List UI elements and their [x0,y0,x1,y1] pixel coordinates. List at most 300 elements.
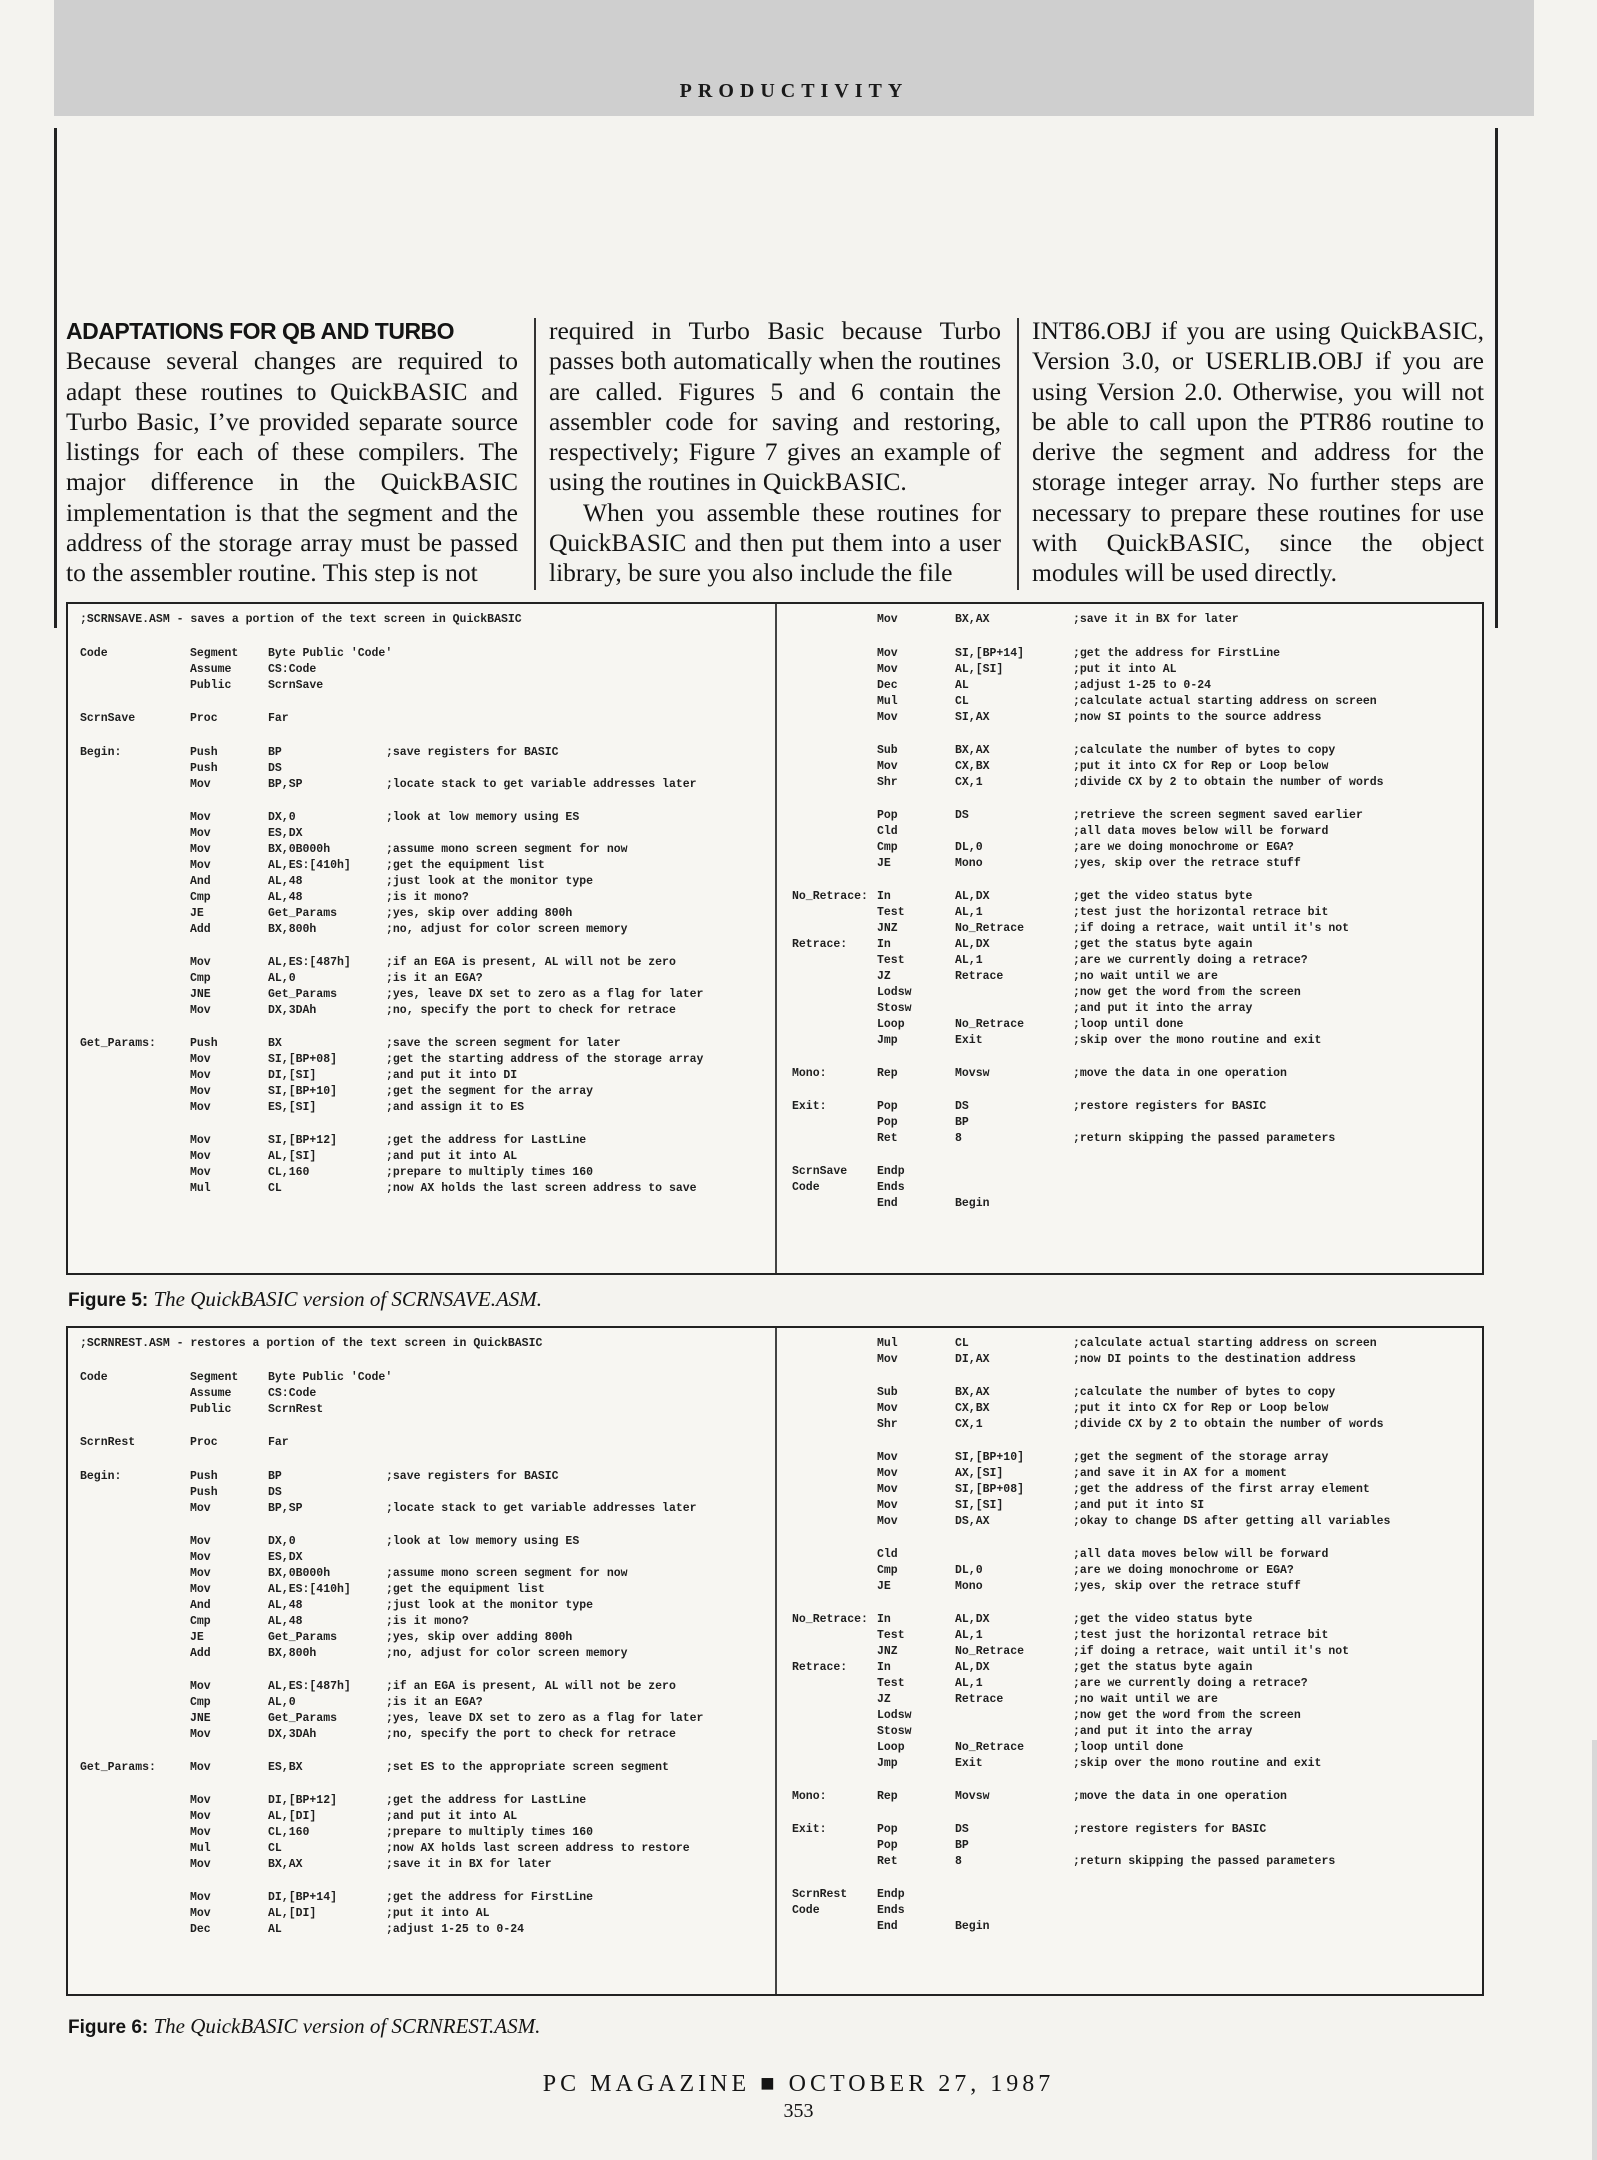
code-cmt: ;no wait until we are [1073,1693,1218,1706]
code-op: Cmp [877,1564,898,1577]
code-arg: AX,[SI] [955,1467,1004,1480]
code-arg: ES,DX [268,1551,303,1564]
code-op: Mov [190,1502,211,1515]
code-arg: DL,0 [955,841,983,854]
code-arg: DS [268,1486,282,1499]
code-arg: AL,1 [955,906,983,919]
code-cmt: ;is it an EGA? [386,1696,483,1709]
article-column-3 [1032,316,1484,589]
code-arg: SI,[BP+10] [268,1085,338,1098]
code-arg: Byte Public 'Code' [268,647,393,660]
code-arg: BX,AX [955,613,990,626]
code-op: Mov [877,1499,898,1512]
code-cmt: ;get the status byte again [1073,938,1253,951]
code-cmt: ;assume mono screen segment for now [386,1567,628,1580]
code-cmt: ;calculate the number of bytes to copy [1073,1386,1336,1399]
code-cmt: ;no, adjust for color screen memory [386,1647,628,1660]
code-arg: DS [955,1100,969,1113]
code-op: Mov [190,1761,211,1774]
code-op: Mov [190,778,211,791]
code-arg: CX,1 [955,776,983,789]
code-arg: SI,[BP+12] [268,1134,338,1147]
code-arg: AL,48 [268,1615,303,1628]
code-arg: Get_Params [268,1712,338,1725]
code-arg: AL,[SI] [268,1150,317,1163]
code-arg: AL,48 [268,875,303,888]
code-full: ;SCRNREST.ASM - restores a portion of the text screen in QuickBASIC [80,1337,543,1350]
code-op: Mov [877,1467,898,1480]
code-arg: BP [955,1839,969,1852]
code-op: In [877,890,891,903]
code-op: Mov [877,613,898,626]
code-cmt: ;assume mono screen segment for now [386,843,628,856]
code-op: Mov [190,1551,211,1564]
code-cmt: ;and put it into the array [1073,1002,1253,1015]
code-arg: DX,3DAh [268,1728,317,1741]
code-op: In [877,1613,891,1626]
code-op: End [877,1920,898,1933]
code-arg: SI,[BP+14] [955,647,1025,660]
code-arg: DX,0 [268,1535,296,1548]
code-cmt: ;no wait until we are [1073,970,1218,983]
code-arg: CX,BX [955,1402,990,1415]
listing-divider [775,1328,777,1994]
code-arg: BX,0B000h [268,1567,331,1580]
code-cmt: ;move the data in one operation [1073,1790,1287,1803]
code-op: Stosw [877,1002,912,1015]
article-paragraph: Because several changes are required to adapt these routines to QuickBASIC and Turbo Basic, I’ve provided separate source listings for each of these compilers. The major difference in the QuickBASIC implementation is that the segment and the address of the storage array must be passed to the assembler routine. This step is not [66,346,518,588]
code-cmt: ;put it into AL [386,1907,490,1920]
code-op: Mov [877,1515,898,1528]
code-op: JE [877,857,891,870]
code-label: Begin: [80,746,122,759]
code-op: Add [190,1647,211,1660]
code-cmt: ;yes, leave DX set to zero as a flag for later [386,988,704,1001]
code-arg: DS,AX [955,1515,990,1528]
code-cmt: ;if doing a retrace, wait until it's not [1073,1645,1350,1658]
code-cmt: ;move the data in one operation [1073,1067,1287,1080]
listing-divider [775,604,777,1273]
code-label: Retrace: [792,938,848,951]
code-arg: Mono [955,1580,983,1593]
code-op: Mov [190,811,211,824]
code-op: Mul [877,695,898,708]
code-arg: BP [268,1470,282,1483]
code-op: JE [190,1631,204,1644]
code-op: Test [877,954,905,967]
code-arg: SI,[BP+10] [955,1451,1025,1464]
code-cmt: ;get the address for LastLine [386,1794,587,1807]
code-cmt: ;put it into CX for Rep or Loop below [1073,760,1329,773]
code-arg: DI,AX [955,1353,990,1366]
code-op: Mov [190,1053,211,1066]
code-arg: AL,1 [955,954,983,967]
code-op: Mov [190,1891,211,1904]
code-cmt: ;yes, skip over adding 800h [386,907,573,920]
code-cmt: ;divide CX by 2 to obtain the number of words [1073,1418,1384,1431]
code-arg: AL,ES:[487h] [268,956,351,969]
article-paragraph: INT86.OBJ if you are using QuickBASIC, Version 3.0, or USERLIB.OBJ if you are using Version 2.0. Otherwise, you will not be able to call upon the PTR86 routine to derive the segment and address for the storage integer array. No further steps are necessary to prepare these routines for use with QuickBASIC, since the object modules will be used directly. [1032,316,1484,588]
code-cmt: ;get the equipment list [386,859,545,872]
code-cmt: ;get the address for LastLine [386,1134,587,1147]
code-arg: Byte Public 'Code' [268,1371,393,1384]
code-arg: BP [955,1116,969,1129]
code-cmt: ;and put it into AL [386,1150,518,1163]
figure-label: Figure 6: [68,2017,149,2038]
code-op: And [190,1599,211,1612]
code-arg: AL,[DI] [268,1907,317,1920]
code-op: Endp [877,1888,905,1901]
figure-6-caption [68,2014,540,2039]
code-arg: Retrace [955,970,1004,983]
code-op: JZ [877,1693,891,1706]
code-cmt: ;get the address of the first array element [1073,1483,1370,1496]
code-arg: BX,800h [268,923,317,936]
code-op: Lodsw [877,986,912,999]
code-cmt: ;calculate the number of bytes to copy [1073,744,1336,757]
code-cmt: ;return skipping the passed parameters [1073,1132,1336,1145]
code-op: Mov [190,1085,211,1098]
code-arg: BX,AX [955,1386,990,1399]
code-arg: Movsw [955,1790,990,1803]
code-op: Segment [190,1371,239,1384]
code-cmt: ;get the segment of the storage array [1073,1451,1329,1464]
code-label: Mono: [792,1067,827,1080]
page-frame-right [1495,128,1498,628]
code-arg: Far [268,712,289,725]
code-label: ScrnSave [80,712,136,725]
code-arg: AL,DX [955,1613,990,1626]
code-op: Test [877,1629,905,1642]
code-arg: Get_Params [268,1631,338,1644]
code-label: ScrnRest [792,1888,848,1901]
code-arg: Begin [955,1920,990,1933]
code-label: Code [792,1904,820,1917]
code-op: And [190,875,211,888]
code-cmt: ;save registers for BASIC [386,1470,559,1483]
code-op: Mov [190,1101,211,1114]
code-cmt: ;loop until done [1073,1018,1184,1031]
code-op: Sub [877,1386,898,1399]
code-cmt: ;locate stack to get variable addresses later [386,1502,697,1515]
code-op: Pop [877,1100,898,1113]
code-op: Jmp [877,1034,898,1047]
code-op: JNE [190,988,211,1001]
code-op: JNZ [877,922,898,935]
code-cmt: ;if an EGA is present, AL will not be zero [386,1680,676,1693]
code-op: Shr [877,1418,898,1431]
code-label: Get_Params: [80,1761,156,1774]
code-cmt: ;adjust 1-25 to 0-24 [1073,679,1212,692]
code-cmt: ;now SI points to the source address [1073,711,1322,724]
code-op: Ends [877,1181,905,1194]
code-cmt: ;save it in BX for later [386,1858,552,1871]
code-cmt: ;retrieve the screen segment saved earlier [1073,809,1363,822]
code-arg: CS:Code [268,1387,317,1400]
code-cmt: ;yes, leave DX set to zero as a flag for later [386,1712,704,1725]
code-column-right [780,604,1480,1273]
code-arg: BP,SP [268,778,303,791]
code-cmt: ;save registers for BASIC [386,746,559,759]
code-arg: 8 [955,1132,962,1145]
code-label: No_Retrace: [792,890,868,903]
code-label: Retrace: [792,1661,848,1674]
column-rule [534,318,536,590]
code-cmt: ;now get the word from the screen [1073,1709,1301,1722]
code-op: Add [190,923,211,936]
code-op: Cld [877,1548,898,1561]
code-arg: SI,[SI] [955,1499,1004,1512]
code-arg: ScrnSave [268,679,324,692]
code-arg: CL [268,1182,282,1195]
code-cmt: ;get the equipment list [386,1583,545,1596]
code-cmt: ;look at low memory using ES [386,811,580,824]
code-arg: ScrnRest [268,1403,324,1416]
code-arg: 8 [955,1855,962,1868]
code-op: Mov [190,1004,211,1017]
code-op: Cmp [190,891,211,904]
code-op: Ret [877,1132,898,1145]
code-op: Mov [877,1353,898,1366]
code-cmt: ;now get the word from the screen [1073,986,1301,999]
code-op: Public [190,679,232,692]
figure-caption-text: The QuickBASIC version of SCRNSAVE.ASM. [153,1287,543,1311]
code-cmt: ;is it an EGA? [386,972,483,985]
code-op: Ret [877,1855,898,1868]
code-op: Segment [190,647,239,660]
code-cmt: ;okay to change DS after getting all variables [1073,1515,1391,1528]
code-cmt: ;get the status byte again [1073,1661,1253,1674]
code-op: Loop [877,1741,905,1754]
article-paragraph: When you assemble these routines for QuickBASIC and then put them into a user library, be sure you also include the file [549,497,1001,588]
code-cmt: ;test just the horizontal retrace bit [1073,906,1329,919]
code-arg: DS [955,1823,969,1836]
code-op: Mov [877,760,898,773]
code-cmt: ;now AX holds last screen address to restore [386,1842,690,1855]
code-label: Mono: [792,1790,827,1803]
code-op: Mov [190,1583,211,1596]
code-cmt: ;get the video status byte [1073,890,1253,903]
code-cmt: ;get the starting address of the storage array [386,1053,704,1066]
code-op: Loop [877,1018,905,1031]
code-op: Mov [190,827,211,840]
code-arg: Begin [955,1197,990,1210]
code-op: Mov [190,1150,211,1163]
code-label: Exit: [792,1100,827,1113]
code-column-left [68,604,773,1273]
code-arg: AL,ES:[487h] [268,1680,351,1693]
code-cmt: ;and put it into AL [386,1810,518,1823]
code-op: Mul [190,1182,211,1195]
code-arg: Exit [955,1757,983,1770]
code-arg: CX,BX [955,760,990,773]
figure-5-caption [68,1287,542,1312]
page-frame-left [54,128,57,628]
code-op: Push [190,746,218,759]
code-op: Proc [190,1436,218,1449]
code-op: Mul [877,1337,898,1350]
code-cmt: ;save the screen segment for later [386,1037,621,1050]
code-arg: AL,0 [268,1696,296,1709]
code-arg: BP,SP [268,1502,303,1515]
code-cmt: ;just look at the monitor type [386,1599,594,1612]
code-arg: CL [268,1842,282,1855]
code-op: Mov [190,1907,211,1920]
code-cmt: ;return skipping the passed parameters [1073,1855,1336,1868]
code-cmt: ;get the segment for the array [386,1085,594,1098]
code-cmt: ;if doing a retrace, wait until it's not [1073,922,1350,935]
code-op: Mov [190,1567,211,1580]
code-arg: DI,[BP+12] [268,1794,338,1807]
code-arg: DX,0 [268,811,296,824]
code-arg: Get_Params [268,907,338,920]
code-op: Mov [190,1069,211,1082]
code-cmt: ;just look at the monitor type [386,875,594,888]
code-op: Assume [190,1387,232,1400]
code-arg: Exit [955,1034,983,1047]
code-arg: DI,[BP+14] [268,1891,338,1904]
article-column-1 [66,316,518,589]
code-op: Mov [877,1402,898,1415]
code-full: ;SCRNSAVE.ASM - saves a portion of the text screen in QuickBASIC [80,613,522,626]
code-op: Pop [877,1116,898,1129]
code-op: Push [190,762,218,775]
code-op: Lodsw [877,1709,912,1722]
code-label: ScrnSave [792,1165,848,1178]
code-label: Code [80,647,108,660]
code-op: Rep [877,1067,898,1080]
code-arg: DL,0 [955,1564,983,1577]
page-edge-shadow [1592,1740,1597,2160]
code-arg: Get_Params [268,988,338,1001]
code-cmt: ;test just the horizontal retrace bit [1073,1629,1329,1642]
article-heading: ADAPTATIONS FOR QB AND TURBO [66,318,455,344]
code-cmt: ;yes, skip over the retrace stuff [1073,1580,1301,1593]
code-op: Stosw [877,1725,912,1738]
code-op: Pop [877,1839,898,1852]
code-cmt: ;loop until done [1073,1741,1184,1754]
code-op: Push [190,1470,218,1483]
code-cmt: ;now DI points to the destination address [1073,1353,1356,1366]
code-op: Test [877,906,905,919]
code-arg: No_Retrace [955,922,1025,935]
code-cmt: ;if an EGA is present, AL will not be zero [386,956,676,969]
code-op: Mov [190,1535,211,1548]
code-cmt: ;no, specify the port to check for retrace [386,1004,676,1017]
code-cmt: ;prepare to multiply times 160 [386,1166,594,1179]
code-arg: DS [955,809,969,822]
code-arg: AL,DX [955,938,990,951]
code-arg: AL,1 [955,1677,983,1690]
code-cmt: ;is it mono? [386,1615,469,1628]
figure-caption-text: The QuickBASIC version of SCRNREST.ASM. [153,2014,541,2038]
code-arg: AL,[DI] [268,1810,317,1823]
code-label: Get_Params: [80,1037,156,1050]
code-cmt: ;yes, skip over the retrace stuff [1073,857,1301,870]
code-arg: No_Retrace [955,1645,1025,1658]
code-op: Mov [190,1134,211,1147]
code-cmt: ;skip over the mono routine and exit [1073,1034,1322,1047]
code-op: Proc [190,712,218,725]
article-column-2 [549,316,1001,589]
page-number: 353 [783,2100,814,2122]
code-cmt: ;restore registers for BASIC [1073,1823,1267,1836]
code-op: Cmp [190,1696,211,1709]
code-op: Endp [877,1165,905,1178]
code-cmt: ;get the address for FirstLine [1073,647,1281,660]
code-arg: DS [268,762,282,775]
figure-6-listing [66,1326,1484,1996]
code-cmt: ;set ES to the appropriate screen segment [386,1761,669,1774]
code-op: Pop [877,809,898,822]
code-cmt: ;and save it in AX for a moment [1073,1467,1287,1480]
code-op: Mov [190,1794,211,1807]
code-arg: BX,AX [955,744,990,757]
code-op: Mov [190,1810,211,1823]
code-op: Mov [877,663,898,676]
code-arg: AL,[SI] [955,663,1004,676]
code-op: Ends [877,1904,905,1917]
code-cmt: ;and assign it to ES [386,1101,525,1114]
code-op: JZ [877,970,891,983]
code-arg: CL,160 [268,1826,310,1839]
code-op: End [877,1197,898,1210]
code-op: Public [190,1403,232,1416]
footer-publication: PC MAGAZINE ■ OCTOBER 27, 1987 [542,2071,1055,2097]
code-arg: AL,DX [955,1661,990,1674]
code-cmt: ;and put it into SI [1073,1499,1205,1512]
code-op: In [877,1661,891,1674]
code-cmt: ;now AX holds the last screen address to save [386,1182,697,1195]
code-cmt: ;prepare to multiply times 160 [386,1826,594,1839]
code-arg: BX,800h [268,1647,317,1660]
code-op: Mov [190,1680,211,1693]
code-cmt: ;calculate actual starting address on screen [1073,1337,1377,1350]
code-arg: ES,BX [268,1761,303,1774]
code-cmt: ;skip over the mono routine and exit [1073,1757,1322,1770]
code-arg: CL [955,695,969,708]
code-op: Push [190,1486,218,1499]
article-body [66,316,1484,593]
code-cmt: ;are we doing monochrome or EGA? [1073,841,1294,854]
figure-label: Figure 5: [68,1290,149,1311]
code-cmt: ;are we currently doing a retrace? [1073,954,1308,967]
code-cmt: ;no, adjust for color screen memory [386,923,628,936]
code-arg: CL [955,1337,969,1350]
code-arg: AL,ES:[410h] [268,1583,351,1596]
column-rule [1017,318,1019,590]
code-cmt: ;restore registers for BASIC [1073,1100,1267,1113]
code-op: In [877,938,891,951]
code-cmt: ;calculate actual starting address on screen [1073,695,1377,708]
code-arg: ES,[SI] [268,1101,317,1114]
code-op: Cmp [190,972,211,985]
code-op: Rep [877,1790,898,1803]
code-cmt: ;all data moves below will be forward [1073,825,1329,838]
code-arg: SI,AX [955,711,990,724]
code-op: Shr [877,776,898,789]
code-arg: BX [268,1037,282,1050]
code-arg: AL [955,679,969,692]
code-arg: AL,0 [268,972,296,985]
code-cmt: ;are we doing monochrome or EGA? [1073,1564,1294,1577]
code-op: Mov [877,1483,898,1496]
code-op: Mov [877,1451,898,1464]
figure-5-listing [66,602,1484,1275]
code-arg: CX,1 [955,1418,983,1431]
code-op: JNZ [877,1645,898,1658]
code-op: Jmp [877,1757,898,1770]
